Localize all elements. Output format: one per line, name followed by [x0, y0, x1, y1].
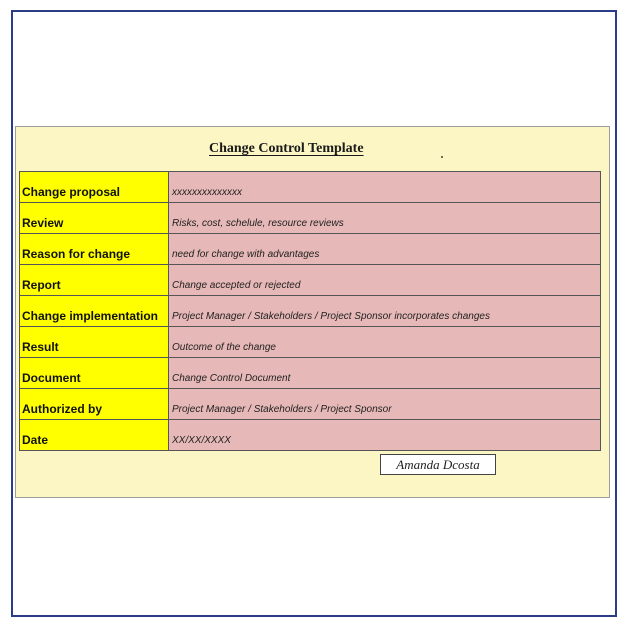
row-value-change-implementation: Project Manager / Stakeholders / Project Sponsor incorporates changes: [169, 296, 601, 326]
row-label-review: Review: [19, 203, 169, 233]
row-value-result: Outcome of the change: [169, 327, 601, 357]
table-row: [19, 172, 601, 203]
row-label-reason-for-change: Reason for change: [19, 234, 169, 264]
row-value-authorized-by: Project Manager / Stakeholders / Project Sponsor: [169, 389, 601, 419]
table-row: [19, 203, 601, 234]
row-label-date: Date: [19, 420, 169, 450]
row-value-change-proposal: xxxxxxxxxxxxxx: [169, 172, 601, 202]
stray-dot: [441, 156, 443, 158]
table-row: [19, 265, 601, 296]
row-label-change-proposal: Change proposal: [19, 172, 169, 202]
row-value-date: XX/XX/XXXX: [169, 420, 601, 450]
row-label-change-implementation: Change implementation: [19, 296, 169, 326]
table-row: [19, 389, 601, 420]
row-label-document: Document: [19, 358, 169, 388]
table-row: [19, 296, 601, 327]
row-label-report: Report: [19, 265, 169, 295]
table-row: [19, 420, 601, 451]
row-label-result: Result: [19, 327, 169, 357]
table-row: [19, 327, 601, 358]
row-value-reason-for-change: need for change with advantages: [169, 234, 601, 264]
change-control-sheet: [15, 126, 610, 498]
row-value-report: Change accepted or rejected: [169, 265, 601, 295]
document-title: Change Control Template: [209, 141, 364, 156]
row-value-review: Risks, cost, schelule, resource reviews: [169, 203, 601, 233]
row-label-authorized-by: Authorized by: [19, 389, 169, 419]
row-value-document: Change Control Document: [169, 358, 601, 388]
change-control-table: [19, 171, 601, 451]
signature-box: Amanda Dcosta: [380, 454, 496, 475]
table-row: [19, 358, 601, 389]
table-row: [19, 234, 601, 265]
